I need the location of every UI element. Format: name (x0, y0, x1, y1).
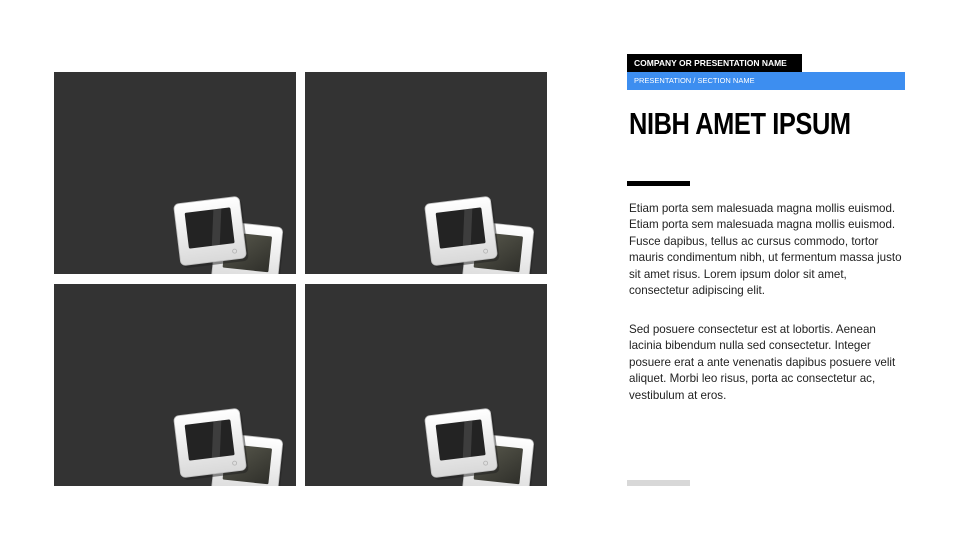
image-placeholder-top-left[interactable] (54, 72, 296, 274)
company-name-bar: COMPANY OR PRESENTATION NAME (627, 54, 802, 72)
photo-slides-icon (54, 284, 296, 486)
body-paragraph-1: Etiam porta sem malesuada magna mollis euismod. Etiam porta sem malesuada magna mollis euismod. Fusce dapibus, tellus ac cursus commodo, tortor mauris condimentum nibh, ut fermentum massa justo sit amet risus. Lorem ipsum dolor sit amet, consectetur adipiscing elit. (629, 202, 902, 298)
photo-slides-icon (305, 72, 547, 274)
image-placeholder-top-right[interactable] (305, 72, 547, 274)
image-placeholder-bottom-right[interactable] (305, 284, 547, 486)
photo-slides-icon (54, 72, 296, 274)
body-paragraph-2: Sed posuere consectetur est at lobortis. Aenean lacinia bibendum nulla sed consectetur. Integer posuere erat a ante venenatis dapibus posuere velit aliquet. Morbi leo risus, porta ac consectetur ac, vestibulum at eros. (629, 323, 896, 402)
title-accent-rule (627, 181, 690, 186)
section-name-bar: PRESENTATION / SECTION NAME (627, 72, 905, 90)
footer-rule (627, 480, 690, 486)
image-placeholder-bottom-left[interactable] (54, 284, 296, 486)
photo-slides-icon (305, 284, 547, 486)
slide-title: NIBH AMET IPSUM (629, 106, 851, 141)
